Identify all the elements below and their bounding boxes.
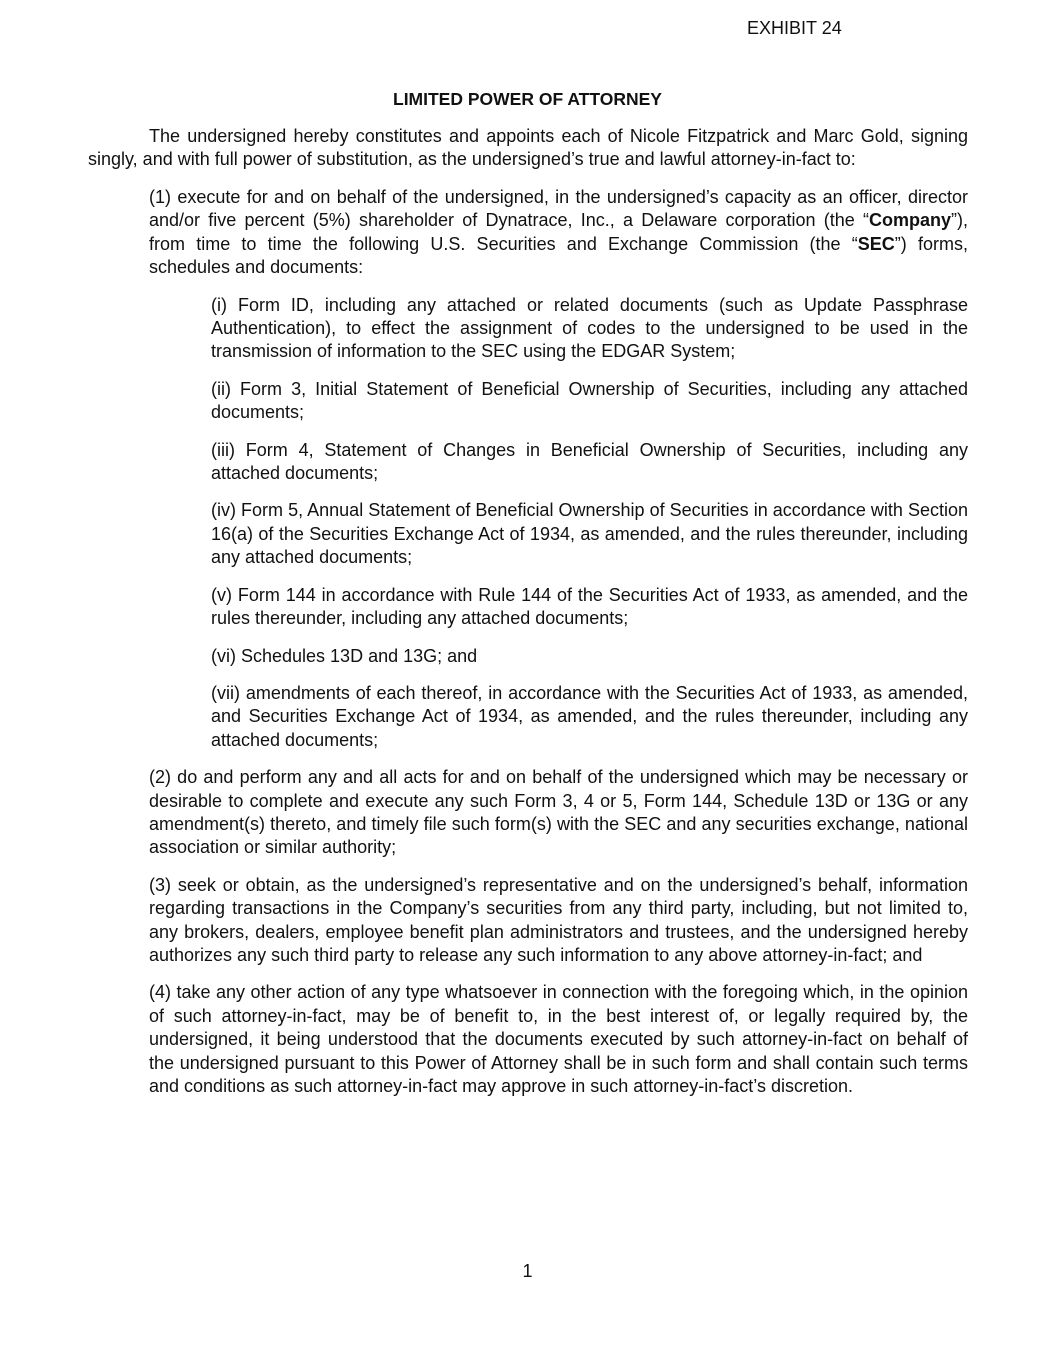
clause-1-part-a: (1) execute for and on behalf of the undersigned, in the undersigned’s capacity as an officer, director and/or five percent (5%) shareholder of Dynatrace, Inc., a Delaware corporation (the “: [149, 187, 968, 231]
document-title: LIMITED POWER OF ATTORNEY: [393, 89, 662, 109]
clauses-section: [149, 186, 968, 1112]
sub-clause-iv: (iv) Form 5, Annual Statement of Beneficial Ownership of Securities in accordance with Section 16(a) of the Securities Exchange Act of 1934, as amended, and the rules thereunder, including any attached documents;: [211, 500, 968, 568]
exhibit-label: EXHIBIT 24: [747, 18, 842, 38]
sub-clause-ii: (ii) Form 3, Initial Statement of Beneficial Ownership of Securities, including any attached documents;: [211, 378, 968, 423]
clause-4: (4) take any other action of any type whatsoever in connection with the foregoing which, in the opinion of such attorney-in-fact, may be of benefit to, in the best interest of, or legally required by, the undersigned, it being understood that the documents executed by such attorney-in-fact on behalf of the undersigned pursuant to this Power of Attorney shall be in such form and shall contain such terms and conditions as such attorney-in-fact may approve in such attorney-in-fact’s discretion.: [149, 982, 968, 1096]
clause-1-part-c: ”) forms, schedules and documents:: [149, 233, 968, 278]
clause-2: (2) do and perform any and all acts for and on behalf of the undersigned which may be necessary or desirable to complete and execute any such Form 3, 4 or 5, Form 144, Schedule 13D or 13G or any amendment(s) thereto, and timely file such form(s) with the SEC and any securities exchange, national association or similar authority;: [149, 767, 968, 858]
sub-clause-list: [211, 294, 968, 753]
clause-1: [149, 186, 968, 280]
sub-clause-vi: (vi) Schedules 13D and 13G; and: [211, 645, 478, 666]
page-number: 1: [522, 1261, 533, 1281]
intro-paragraph: The undersigned hereby constitutes and appoints each of Nicole Fitzpatrick and Marc Gold, signing singly, and with full power of substitution, as the undersigned’s true and lawful attorney-in-fact to:: [88, 126, 968, 170]
sub-clause-iii: (iii) Form 4, Statement of Changes in Beneficial Ownership of Securities, including any attached documents;: [211, 439, 968, 484]
clause-3: (3) seek or obtain, as the undersigned’s representative and on the undersigned’s behalf, information regarding transactions in the Company’s securities from any third party, including, but not limited to, any brokers, dealers, employee benefit plan administrators and trustees, and the undersigned hereby authorizes any such third party to release any such information to any above attorney-in-fact; and: [149, 874, 968, 965]
sub-clause-i: (i) Form ID, including any attached or related documents (such as Update Passphrase Authentication), to effect the assignment of codes to the undersigned to be used in the transmission of information to the SEC using the EDGAR System;: [211, 294, 968, 362]
sec-term: SEC: [857, 233, 895, 254]
sub-clause-v: (v) Form 144 in accordance with Rule 144 of the Securities Act of 1933, as amended, and the rules thereunder, including any attached documents;: [211, 584, 968, 629]
clause-1-part-b: ”), from time to time the following U.S. Securities and Exchange Commission (the “: [149, 210, 968, 254]
company-term: Company: [868, 210, 951, 231]
sub-clause-vii: (vii) amendments of each thereof, in accordance with the Securities Act of 1933, as amended, and Securities Exchange Act of 1934, as amended, and the rules thereunder, including any attached documents;: [211, 682, 968, 750]
